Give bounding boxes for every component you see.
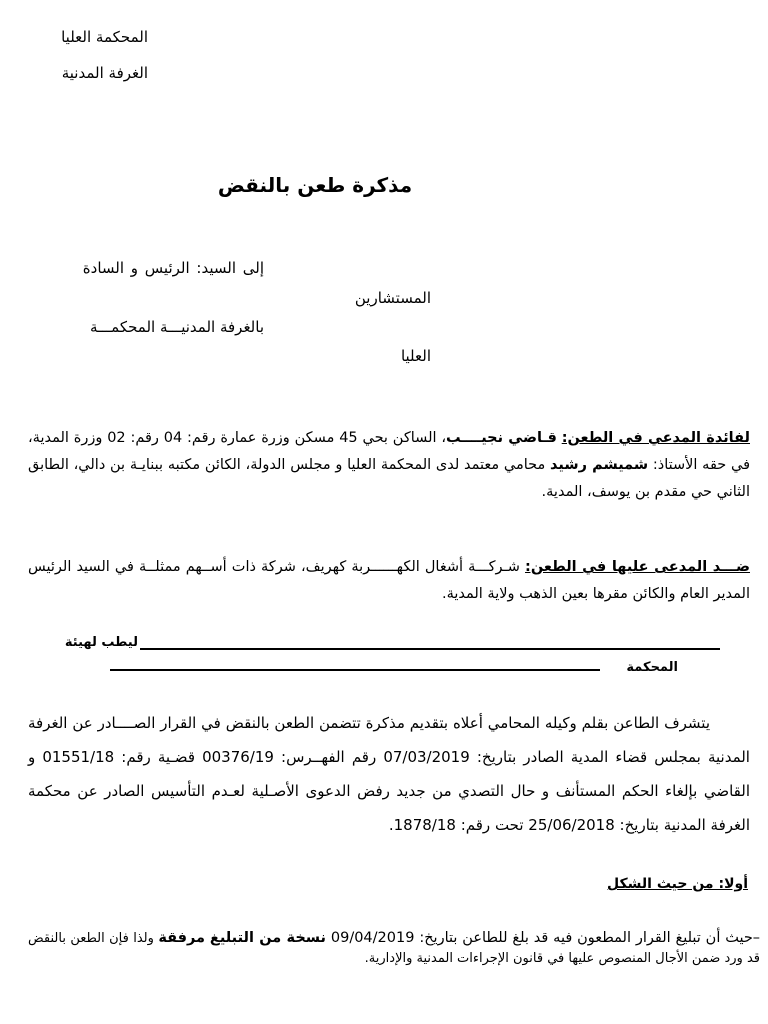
- plea-line-1: ليطب لهيئة: [64, 635, 138, 650]
- appellant-label: لفائدة المدعي في الطعن:: [561, 430, 750, 446]
- addressee-line-1: إلى السيد: الرئيس و السادة: [82, 259, 264, 277]
- point-1-text-1: حيث أن تبليغ القرار المطعون فيه قد بلغ للطاعن بتاريخ: 09/04/2019: [326, 930, 753, 946]
- point-1-paragraph: [28, 928, 760, 968]
- appellant-text-1: ، الساكن بحي 45 مسكن وزرة عمارة رقم: 04 رقم: 02 وزرة المدية، في حقه الأستاذ:: [28, 430, 751, 473]
- list-dash: –: [752, 930, 761, 946]
- court-name: المحكمة العليا: [61, 28, 148, 46]
- plea-rule-1: [140, 648, 720, 650]
- chamber-name: الغرفة المدنية: [61, 64, 148, 82]
- document-title: مذكرة طعن بالنقض: [217, 173, 413, 197]
- respondent-text: شـركـــة أشغال الكهــــــربة كهريف، شركة ذات أســهم ممثلــة في السيد الرئيس المدير العام والكائن مقرها بعين الذهب ولاية المدية.: [28, 559, 750, 602]
- respondent-paragraph: [28, 554, 750, 608]
- appellant-text-2: محامي معتمد لدى المحكمة العليا و مجلس الدولة، الكائن مكتبه ببنايـة بن دالي، الطابق الثاني حي مقدم بن يوسف، المدية.: [28, 457, 750, 500]
- plea-rule-2: [110, 669, 600, 671]
- plea-line-2: المحكمة: [626, 660, 678, 675]
- body-paragraph: يتشرف الطاعن بقلم وكيله المحامي أعلاه بتقديم مذكرة تتضمن الطعن بالنقض في القرار الصــــادر عن الغرفة المدنية بمجلس قضاء المدية الصادر بتاريخ: 07/03/2019 رقم الفهــرس: 00376/19 قضـية رقم: 01551/18 و القاضي بإلغاء الحكم المستأنف و حال التصدي من جديد رفض الدعوى الأصـلية لعـدم التأسيس الصادر عن محكمة الغرفة المدنية بتاريخ: 25/06/2018 تحت رقم: 1878/18.: [28, 714, 750, 834]
- addressee-line-4: العليا: [400, 347, 431, 365]
- notification-copy: نسخة من التبليغ: [209, 930, 326, 946]
- addressee-line-3: بالغرفة المدنيـــة المحكمـــة: [89, 318, 264, 336]
- appellant-name: قـاضي نجيــــب: [446, 430, 557, 446]
- attached-label: مرفقة: [158, 930, 206, 946]
- appellant-paragraph: [28, 425, 750, 506]
- point-1-text-2: ولذا فإن الطعن بالنقض قد ورد ضمن الأجال المنصوص عليها في قانون الإجراءات المدنية والإدارية.: [28, 931, 760, 966]
- respondent-label: ضـــد المدعى عليها في الطعن:: [525, 559, 750, 575]
- addressee-line-2: المستشارين: [354, 289, 431, 307]
- lawyer-name: شميشم رشيد: [550, 457, 649, 473]
- section-heading-form: أولا: من حيث الشكل: [607, 876, 748, 892]
